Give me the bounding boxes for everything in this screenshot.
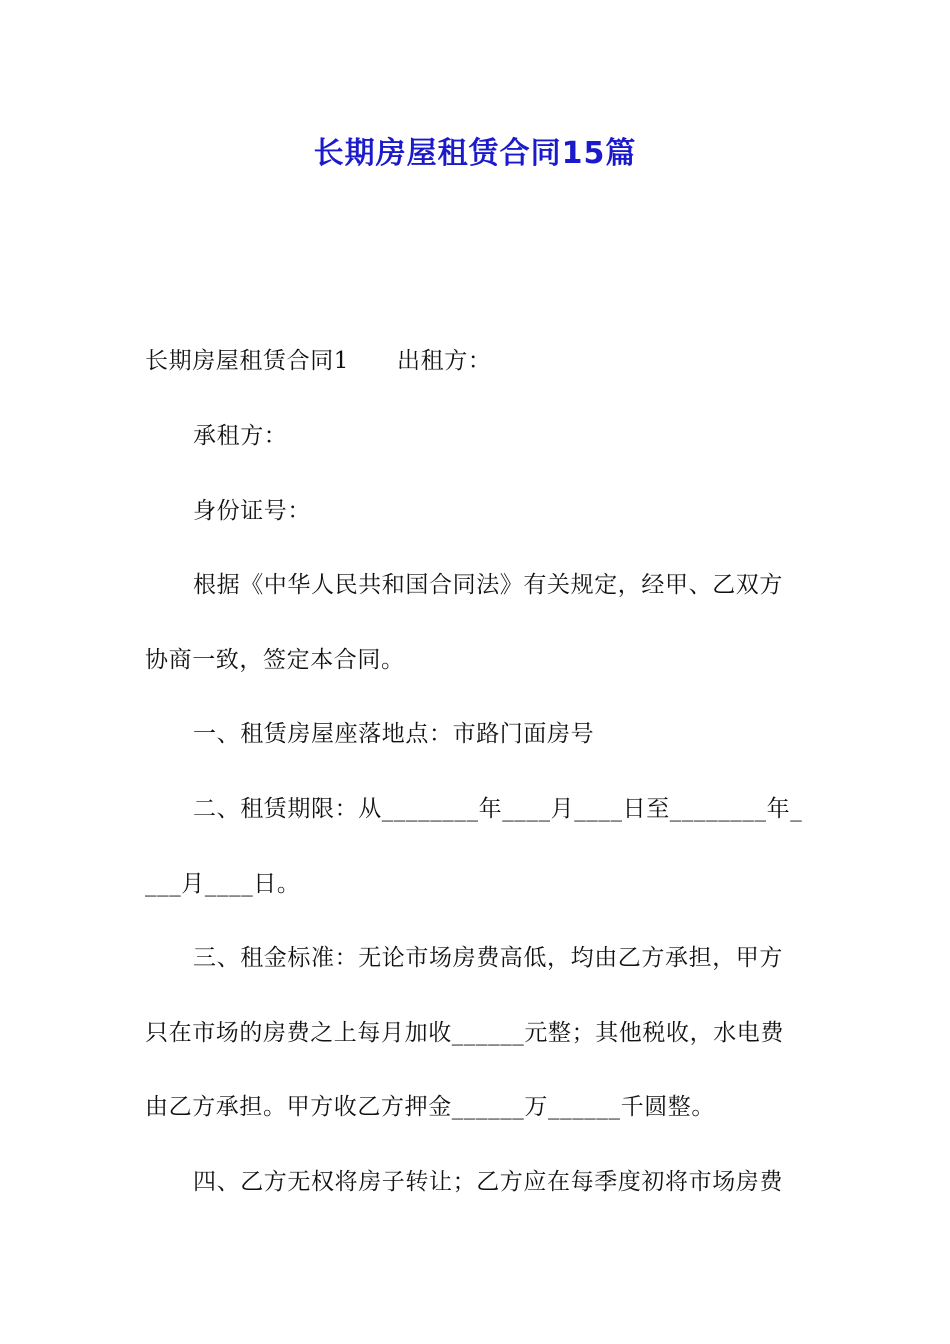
clause-3-line: 由乙方承担。甲方收乙方押金______万______千圆整。 (145, 1094, 715, 1120)
contract-number: 长期房屋租赁合同1 (145, 348, 350, 374)
id-number-label: 身份证号： (193, 498, 311, 524)
clause-2-line: ___月____日。 (145, 871, 301, 897)
paragraph-line: 协商一致，签定本合同。 (145, 647, 405, 673)
lessor-label: 出租方： (397, 348, 492, 374)
paragraph-line: 根据《中华人民共和国合同法》有关规定，经甲、乙双方 (193, 572, 783, 598)
lessee-label: 承租方： (193, 423, 288, 449)
document-title: 长期房屋租赁合同15篇 (313, 136, 637, 171)
clause-3-line: 三、租金标准：无论市场房费高低，均由乙方承担，甲方 (193, 945, 783, 971)
clause-4-line: 四、乙方无权将房子转让；乙方应在每季度初将市场房费 (193, 1169, 783, 1195)
clause-2-line: 二、租赁期限：从________年____月____日至________年_ (193, 796, 803, 822)
contract-heading-line (145, 346, 491, 376)
clause-1-line: 一、租赁房屋座落地点：市路门面房号 (193, 721, 595, 747)
clause-3-line: 只在市场的房费之上每月加收______元整；其他税收，水电费 (145, 1020, 784, 1046)
